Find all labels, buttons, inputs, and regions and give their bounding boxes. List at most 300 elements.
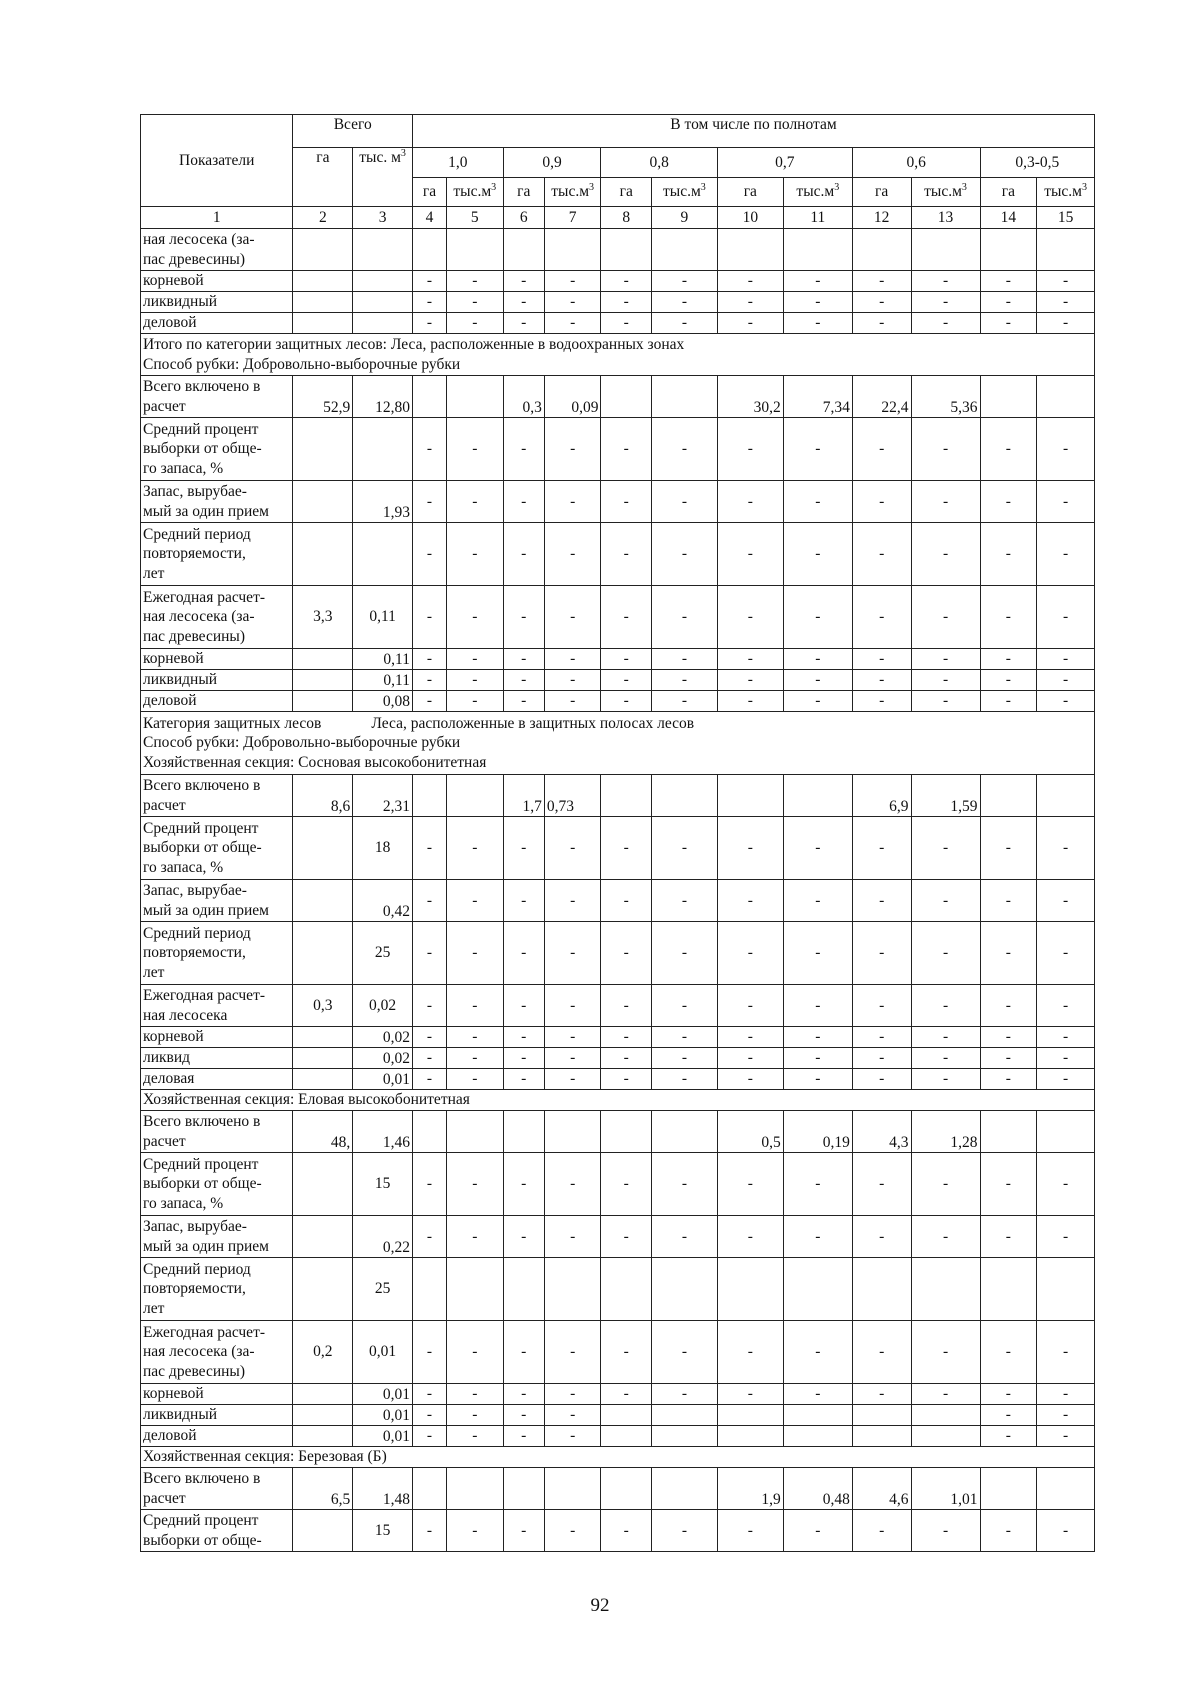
table-cell: - [446, 1153, 503, 1216]
empty-cell [1037, 1468, 1095, 1510]
table-cell: - [852, 649, 911, 670]
density-0-3-0-5: 0,3-0,5 [980, 148, 1094, 178]
table-cell: - [412, 670, 446, 691]
table-cell: - [503, 1384, 544, 1405]
section-title: Хозяйственная секция: Еловая высокобонитетная [141, 1090, 1095, 1111]
table-cell: 0,09 [544, 376, 601, 418]
table-cell: 1,46 [353, 1111, 413, 1153]
table-cell: - [651, 649, 717, 670]
table-cell: - [911, 1216, 980, 1258]
empty-cell [293, 292, 353, 313]
empty-cell [293, 1510, 353, 1552]
table-cell: - [651, 670, 717, 691]
table-cell: - [446, 1510, 503, 1552]
table-row [141, 1069, 1095, 1090]
empty-cell [446, 376, 503, 418]
header-by-density: В том числе по полнотам [412, 115, 1094, 148]
table-cell: 0,11 [353, 649, 413, 670]
table-cell: - [717, 649, 783, 670]
table-cell: - [412, 586, 446, 649]
col-number: 8 [601, 207, 651, 229]
table-cell: - [412, 1510, 446, 1552]
table-cell: - [412, 691, 446, 712]
table-row [141, 376, 1095, 418]
table-cell: - [544, 271, 601, 292]
row-label: корневой [141, 1027, 293, 1048]
table-row [141, 649, 1095, 670]
table-cell: - [503, 1216, 544, 1258]
col-number: 12 [852, 207, 911, 229]
row-label: корневой [141, 649, 293, 670]
table-cell: - [852, 418, 911, 481]
empty-cell [544, 1468, 601, 1510]
table-cell: - [601, 271, 651, 292]
table-cell: - [544, 985, 601, 1027]
table-cell: - [601, 1321, 651, 1384]
table-cell: 15 [353, 1153, 413, 1216]
row-label: ликвидный [141, 1405, 293, 1426]
table-cell: - [1037, 418, 1095, 481]
table-cell: 48, [293, 1111, 353, 1153]
table-cell: - [852, 313, 911, 334]
table-row [141, 1384, 1095, 1405]
table-cell: - [544, 292, 601, 313]
table-cell: - [503, 313, 544, 334]
col-number: 11 [783, 207, 852, 229]
table-cell: 30,2 [717, 376, 783, 418]
empty-cell [293, 670, 353, 691]
empty-cell [503, 1468, 544, 1510]
col-number: 14 [980, 207, 1037, 229]
table-cell: - [911, 1153, 980, 1216]
table-cell: - [503, 649, 544, 670]
empty-cell [651, 229, 717, 271]
row-label: Средний период повторяемости, лет [141, 1258, 293, 1321]
table-cell: - [852, 1153, 911, 1216]
table-cell: - [503, 985, 544, 1027]
table-cell: - [412, 1384, 446, 1405]
table-cell: - [446, 313, 503, 334]
sub-m3: $тыс.м^3$ [783, 178, 852, 207]
empty-cell [651, 1468, 717, 1510]
table-cell: - [503, 670, 544, 691]
forest-data-table [140, 114, 1095, 1552]
empty-cell [1037, 376, 1095, 418]
table-cell: - [651, 1216, 717, 1258]
table-cell: - [651, 1048, 717, 1069]
sub-ha: га [717, 178, 783, 207]
empty-cell [293, 1426, 353, 1447]
table-cell: - [1037, 481, 1095, 523]
sub-ha: га [980, 178, 1037, 207]
table-cell: - [412, 523, 446, 586]
table-cell: - [783, 523, 852, 586]
sub-m3: $тыс.м^3$ [911, 178, 980, 207]
row-label: Ежегодная расчет- ная лесосека (за- пас древесины) [141, 1321, 293, 1384]
table-cell: - [503, 523, 544, 586]
empty-cell [1037, 1258, 1095, 1321]
sub-m3: $тыс.м^3$ [651, 178, 717, 207]
empty-cell [980, 1258, 1037, 1321]
table-cell: - [717, 313, 783, 334]
table-cell: - [980, 691, 1037, 712]
table-cell: - [1037, 313, 1095, 334]
table-cell: - [544, 691, 601, 712]
empty-cell [651, 1258, 717, 1321]
density-1-0: 1,0 [412, 148, 503, 178]
empty-cell [852, 229, 911, 271]
header-indicators: Показатели [141, 115, 293, 207]
table-cell: - [980, 586, 1037, 649]
table-cell: - [717, 670, 783, 691]
table-cell: - [601, 922, 651, 985]
empty-cell [980, 229, 1037, 271]
empty-cell [783, 1426, 852, 1447]
table-cell: - [503, 1405, 544, 1426]
table-cell: - [1037, 1069, 1095, 1090]
table-cell: - [911, 586, 980, 649]
col-number: 7 [544, 207, 601, 229]
table-cell: - [446, 922, 503, 985]
table-cell: - [544, 523, 601, 586]
table-cell: 0,01 [353, 1069, 413, 1090]
table-cell: - [911, 817, 980, 880]
table-cell: - [503, 1510, 544, 1552]
table-cell: - [503, 1027, 544, 1048]
empty-cell [717, 1405, 783, 1426]
table-cell: - [446, 1069, 503, 1090]
table-cell: - [1037, 691, 1095, 712]
table-cell: - [412, 1405, 446, 1426]
table-cell: 18 [353, 817, 413, 880]
table-cell: - [1037, 523, 1095, 586]
column-numbers-row [141, 207, 1095, 229]
table-cell: - [544, 1426, 601, 1447]
table-cell: - [601, 817, 651, 880]
table-cell: - [783, 880, 852, 922]
table-cell: - [980, 649, 1037, 670]
table-cell: - [651, 1321, 717, 1384]
table-cell: - [446, 292, 503, 313]
table-cell: - [980, 1153, 1037, 1216]
empty-cell [852, 1426, 911, 1447]
empty-cell [783, 775, 852, 817]
table-cell: - [717, 292, 783, 313]
table-row [141, 1216, 1095, 1258]
table-row [141, 880, 1095, 922]
table-row [141, 229, 1095, 271]
table-cell: - [601, 1048, 651, 1069]
table-cell: 1,9 [717, 1468, 783, 1510]
table-cell: - [1037, 292, 1095, 313]
table-cell: - [651, 880, 717, 922]
table-row [141, 418, 1095, 481]
empty-cell [293, 229, 353, 271]
table-cell: - [601, 481, 651, 523]
empty-cell [293, 649, 353, 670]
empty-cell [911, 1426, 980, 1447]
table-cell: - [1037, 1153, 1095, 1216]
row-label: Средний процент выборки от обще- го запаса, % [141, 418, 293, 481]
empty-cell [601, 1111, 651, 1153]
table-cell: - [651, 817, 717, 880]
table-cell: - [717, 271, 783, 292]
table-row [141, 1510, 1095, 1552]
empty-cell [353, 313, 413, 334]
table-cell: - [1037, 1216, 1095, 1258]
table-cell: - [911, 418, 980, 481]
table-cell: - [783, 1384, 852, 1405]
table-cell: - [601, 985, 651, 1027]
table-cell: 6,9 [852, 775, 911, 817]
table-cell: - [601, 1153, 651, 1216]
empty-cell [717, 229, 783, 271]
table-cell: - [651, 292, 717, 313]
row-label: ликвидный [141, 292, 293, 313]
empty-cell [293, 1048, 353, 1069]
table-cell: - [783, 271, 852, 292]
table-cell: - [412, 1048, 446, 1069]
table-cell: - [783, 418, 852, 481]
header-row-1 [141, 115, 1095, 148]
table-cell: - [1037, 817, 1095, 880]
section-title: Категория защитных лесов Леса, расположенные в защитных полосах лесов Способ рубки: Добровольно-выборочные рубки Хозяйственная секция: Сосновая высокобонитетная [141, 712, 1095, 775]
table-cell: 1,48 [353, 1468, 413, 1510]
empty-cell [651, 775, 717, 817]
header-total-ha: га [293, 148, 353, 207]
table-cell: - [601, 1216, 651, 1258]
empty-cell [601, 1426, 651, 1447]
table-cell: - [446, 1216, 503, 1258]
table-cell: - [717, 1027, 783, 1048]
table-cell: - [980, 1027, 1037, 1048]
row-label: ная лесосека (за- пас древесины) [141, 229, 293, 271]
empty-cell [353, 229, 413, 271]
table-cell: 8,6 [293, 775, 353, 817]
table-cell: 0,42 [353, 880, 413, 922]
table-cell: - [717, 481, 783, 523]
table-row [141, 1153, 1095, 1216]
table-cell: - [412, 649, 446, 670]
empty-cell [601, 229, 651, 271]
empty-cell [412, 1468, 446, 1510]
table-cell: - [544, 586, 601, 649]
header-total: Всего [293, 115, 413, 148]
table-cell: - [783, 481, 852, 523]
table-cell: - [980, 1510, 1037, 1552]
col-number: 3 [353, 207, 413, 229]
page-number: 92 [590, 1595, 610, 1616]
row-label: ликвидный [141, 670, 293, 691]
empty-cell [353, 418, 413, 481]
table-cell: - [412, 1216, 446, 1258]
table-cell: - [651, 1153, 717, 1216]
table-cell: - [544, 670, 601, 691]
empty-cell [353, 523, 413, 586]
empty-cell [293, 481, 353, 523]
empty-cell [446, 775, 503, 817]
table-cell: - [651, 313, 717, 334]
table-cell: - [651, 523, 717, 586]
table-cell: - [852, 523, 911, 586]
empty-cell [651, 1405, 717, 1426]
table-cell: 52,9 [293, 376, 353, 418]
table-cell: - [601, 649, 651, 670]
table-row [141, 691, 1095, 712]
table-row [141, 292, 1095, 313]
table-cell: - [717, 1048, 783, 1069]
table-cell: - [852, 586, 911, 649]
table-row [141, 271, 1095, 292]
table-cell: 1,7 [503, 775, 544, 817]
table-cell: - [852, 1510, 911, 1552]
table-cell: - [503, 817, 544, 880]
table-cell: - [783, 1216, 852, 1258]
table-cell: - [446, 985, 503, 1027]
table-row [141, 670, 1095, 691]
table-cell: - [1037, 1048, 1095, 1069]
table-cell: - [651, 1027, 717, 1048]
col-number: 1 [141, 207, 293, 229]
table-cell: - [911, 1384, 980, 1405]
table-cell: - [717, 922, 783, 985]
table-row [141, 1048, 1095, 1069]
table-cell: 25 [353, 922, 413, 985]
table-cell: - [852, 817, 911, 880]
table-cell: - [980, 1426, 1037, 1447]
table-cell: - [544, 481, 601, 523]
table-cell: - [980, 817, 1037, 880]
table-cell: - [717, 985, 783, 1027]
table-cell: - [503, 1426, 544, 1447]
table-cell: - [446, 523, 503, 586]
table-cell: - [503, 418, 544, 481]
table-cell: - [1037, 670, 1095, 691]
table-cell: - [412, 922, 446, 985]
empty-cell [717, 775, 783, 817]
empty-cell [783, 1405, 852, 1426]
table-cell: - [717, 1069, 783, 1090]
empty-cell [601, 376, 651, 418]
row-label: Средний процент выборки от обще- го запаса, % [141, 817, 293, 880]
table-cell: 0,02 [353, 1048, 413, 1069]
table-cell: - [601, 292, 651, 313]
empty-cell [980, 1468, 1037, 1510]
table-cell: - [544, 1048, 601, 1069]
table-cell: - [911, 691, 980, 712]
table-cell: 12,80 [353, 376, 413, 418]
empty-cell [783, 229, 852, 271]
section-row [141, 712, 1095, 775]
table-cell: - [412, 1027, 446, 1048]
table-cell: - [544, 313, 601, 334]
table-cell: - [503, 1069, 544, 1090]
table-cell: - [1037, 1426, 1095, 1447]
empty-cell [911, 1405, 980, 1426]
table-cell: 0,22 [353, 1216, 413, 1258]
empty-cell [544, 1258, 601, 1321]
section-title: Итого по категории защитных лесов: Леса, расположенные в водоохранных зонах Способ рубки: Добровольно-выборочные рубки [141, 334, 1095, 376]
row-label: Средний процент выборки от обще- [141, 1510, 293, 1552]
col-number: 2 [293, 207, 353, 229]
empty-cell [717, 1258, 783, 1321]
density-0-8: 0,8 [601, 148, 717, 178]
table-cell: - [717, 418, 783, 481]
table-cell: - [651, 481, 717, 523]
table-cell: - [446, 1426, 503, 1447]
table-cell: - [911, 1027, 980, 1048]
table-cell: - [544, 1384, 601, 1405]
table-cell: - [980, 271, 1037, 292]
row-label: Запас, вырубае- мый за один прием [141, 481, 293, 523]
table-cell: 5,36 [911, 376, 980, 418]
table-cell: 0,3 [503, 376, 544, 418]
table-cell: - [911, 1048, 980, 1069]
table-cell: 4,6 [852, 1468, 911, 1510]
table-cell: 1,93 [353, 481, 413, 523]
table-row [141, 1468, 1095, 1510]
table-cell: - [446, 1048, 503, 1069]
table-cell: - [980, 313, 1037, 334]
table-cell: - [911, 880, 980, 922]
table-cell: - [783, 586, 852, 649]
table-cell: - [980, 1069, 1037, 1090]
row-label: Всего включено в расчет [141, 1468, 293, 1510]
sub-ha: га [601, 178, 651, 207]
table-cell: - [503, 1048, 544, 1069]
empty-cell [293, 1027, 353, 1048]
table-cell: - [852, 292, 911, 313]
table-cell: 7,34 [783, 376, 852, 418]
table-cell: - [1037, 1321, 1095, 1384]
table-cell: - [911, 271, 980, 292]
table-row [141, 586, 1095, 649]
row-label: деловой [141, 313, 293, 334]
table-cell: - [503, 691, 544, 712]
table-cell: 0,48 [783, 1468, 852, 1510]
table-cell: - [601, 313, 651, 334]
table-cell: 0,01 [353, 1426, 413, 1447]
table-cell: - [412, 418, 446, 481]
table-cell: - [783, 922, 852, 985]
table-row [141, 775, 1095, 817]
table-cell: - [446, 271, 503, 292]
table-cell: 0,08 [353, 691, 413, 712]
table-cell: - [503, 1321, 544, 1384]
section-row [141, 1447, 1095, 1468]
table-cell: - [651, 418, 717, 481]
table-cell: - [783, 670, 852, 691]
table-cell: - [651, 985, 717, 1027]
table-cell: - [783, 691, 852, 712]
empty-cell [293, 1069, 353, 1090]
table-cell: - [651, 1510, 717, 1552]
table-row [141, 1321, 1095, 1384]
row-label: корневой [141, 271, 293, 292]
table-cell: - [852, 922, 911, 985]
empty-cell [601, 1405, 651, 1426]
table-cell: - [911, 292, 980, 313]
sub-ha: га [412, 178, 446, 207]
table-cell: - [446, 649, 503, 670]
table-cell: - [852, 481, 911, 523]
table-cell: - [446, 691, 503, 712]
empty-cell [446, 1258, 503, 1321]
table-cell: - [651, 271, 717, 292]
table-row [141, 922, 1095, 985]
table-cell: - [783, 1153, 852, 1216]
table-cell: - [911, 922, 980, 985]
